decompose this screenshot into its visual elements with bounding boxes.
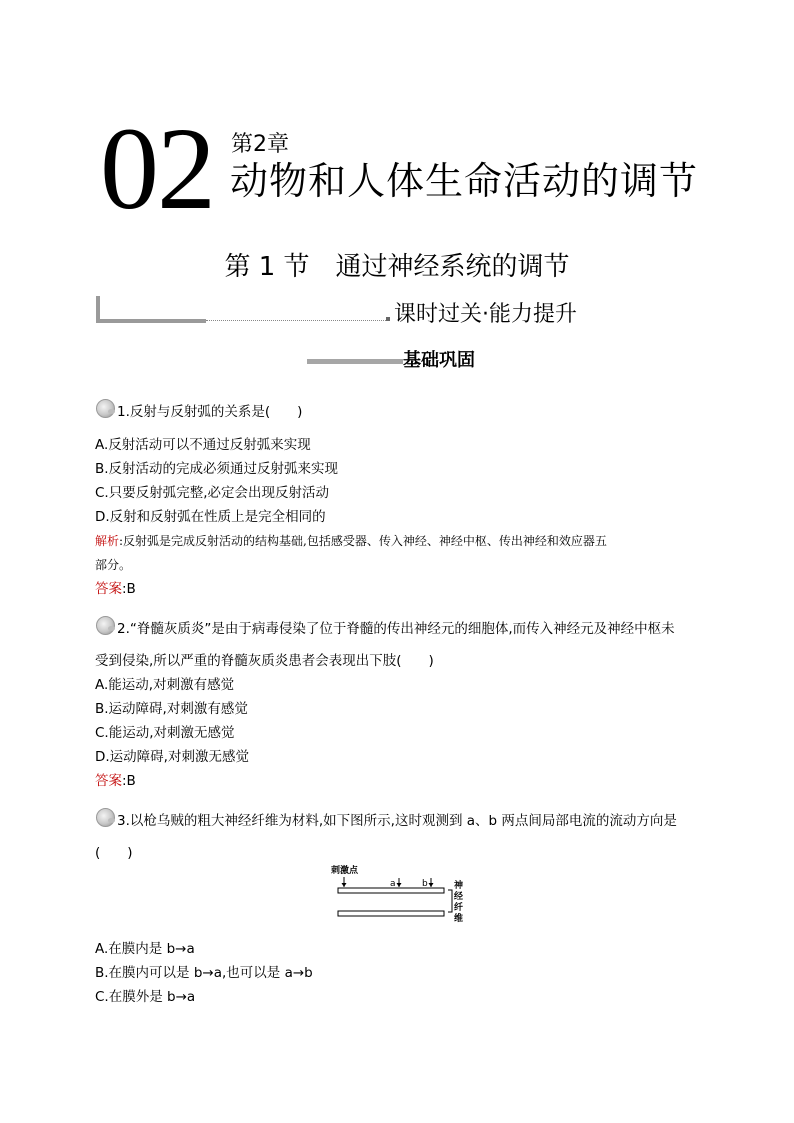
stimulus-arrowhead xyxy=(342,883,347,887)
nerve-fiber-label-char: 维 xyxy=(454,914,464,924)
nerve-fiber-figure xyxy=(330,866,470,934)
banner-bracket-underline xyxy=(96,319,206,323)
fiber-brace xyxy=(448,890,452,912)
question-bullet-icon xyxy=(96,399,115,418)
question-bullet-icon xyxy=(96,616,115,635)
question-3-option-b: B.在膜内可以是 b→a,也可以是 a→b xyxy=(95,965,313,981)
answer-label: 答案 xyxy=(95,581,122,597)
question-3-stem-line-2: ( ) xyxy=(95,845,133,861)
question-1-analysis-line-1 xyxy=(95,531,607,551)
chapter-title: 动物和人体生命活动的调节 xyxy=(230,159,699,203)
question-1-stem: 1.反射与反射弧的关系是( ) xyxy=(117,404,303,420)
stimulus-point-label: 刺激点 xyxy=(331,866,359,876)
question-2-option-d: D.运动障碍,对刺激无感觉 xyxy=(95,749,249,765)
chapter-label: 第2章 xyxy=(231,132,289,157)
question-3-stem-line-1: 3.以枪乌贼的粗大神经纤维为材料,如下图所示,这时观测到 a、b 两点间局部电流的流动方向是 xyxy=(117,813,677,829)
question-2-option-c: C.能运动,对刺激无感觉 xyxy=(95,725,235,741)
point-a-label: a xyxy=(390,879,396,889)
subheading: 基础巩固 xyxy=(403,350,475,371)
nerve-fiber-label-char: 经 xyxy=(454,892,464,902)
answer-value: :B xyxy=(122,581,136,597)
question-2-option-b: B.运动障碍,对刺激有感觉 xyxy=(95,701,248,717)
analysis-label: 解析 xyxy=(95,534,120,548)
nerve-fiber-label-char: 纤 xyxy=(454,903,464,913)
answer-label: 答案 xyxy=(95,773,122,789)
analysis-text: :反射弧是完成反射活动的结构基础,包括感受器、传入神经、神经中枢、传出神经和效应器五 xyxy=(119,534,607,548)
chapter-number: 02 xyxy=(100,103,214,234)
point-a-arrowhead xyxy=(397,883,402,887)
nerve-fiber-label xyxy=(454,881,464,925)
banner-dot xyxy=(386,317,390,321)
question-1-answer xyxy=(95,579,136,599)
question-1-option-a: A.反射活动可以不通过反射弧来实现 xyxy=(95,437,311,453)
question-1-option-b: B.反射活动的完成必须通过反射弧来实现 xyxy=(95,461,339,477)
question-2-option-a: A.能运动,对刺激有感觉 xyxy=(95,677,235,693)
question-2-answer xyxy=(95,771,136,791)
point-b-label: b xyxy=(422,879,428,889)
fiber-membrane-bottom xyxy=(338,911,444,916)
subheading-bar xyxy=(307,359,403,364)
question-3-option-c: C.在膜外是 b→a xyxy=(95,989,196,1005)
question-1-option-c: C.只要反射弧完整,必定会出现反射活动 xyxy=(95,485,330,501)
banner-dotted-line xyxy=(206,320,386,321)
question-2-stem-line-1: 2.“脊髓灰质炎”是由于病毒侵染了位于脊髓的传出神经元的细胞体,而传入神经元及神经中枢未 xyxy=(117,621,675,637)
question-3-option-a: A.在膜内是 b→a xyxy=(95,941,195,957)
answer-value: :B xyxy=(122,773,136,789)
nerve-fiber-label-char: 神 xyxy=(454,881,464,891)
section-title: 第 1 节 通过神经系统的调节 xyxy=(224,252,570,282)
banner-title: 课时过关·能力提升 xyxy=(394,302,577,327)
point-b-arrowhead xyxy=(429,883,434,887)
question-bullet-icon xyxy=(96,808,115,827)
question-2-stem-line-2: 受到侵染,所以严重的脊髓灰质炎患者会表现出下肢( ) xyxy=(95,653,434,669)
question-1-analysis-line-2: 部分。 xyxy=(95,558,132,572)
question-1-option-d: D.反射和反射弧在性质上是完全相同的 xyxy=(95,509,326,525)
